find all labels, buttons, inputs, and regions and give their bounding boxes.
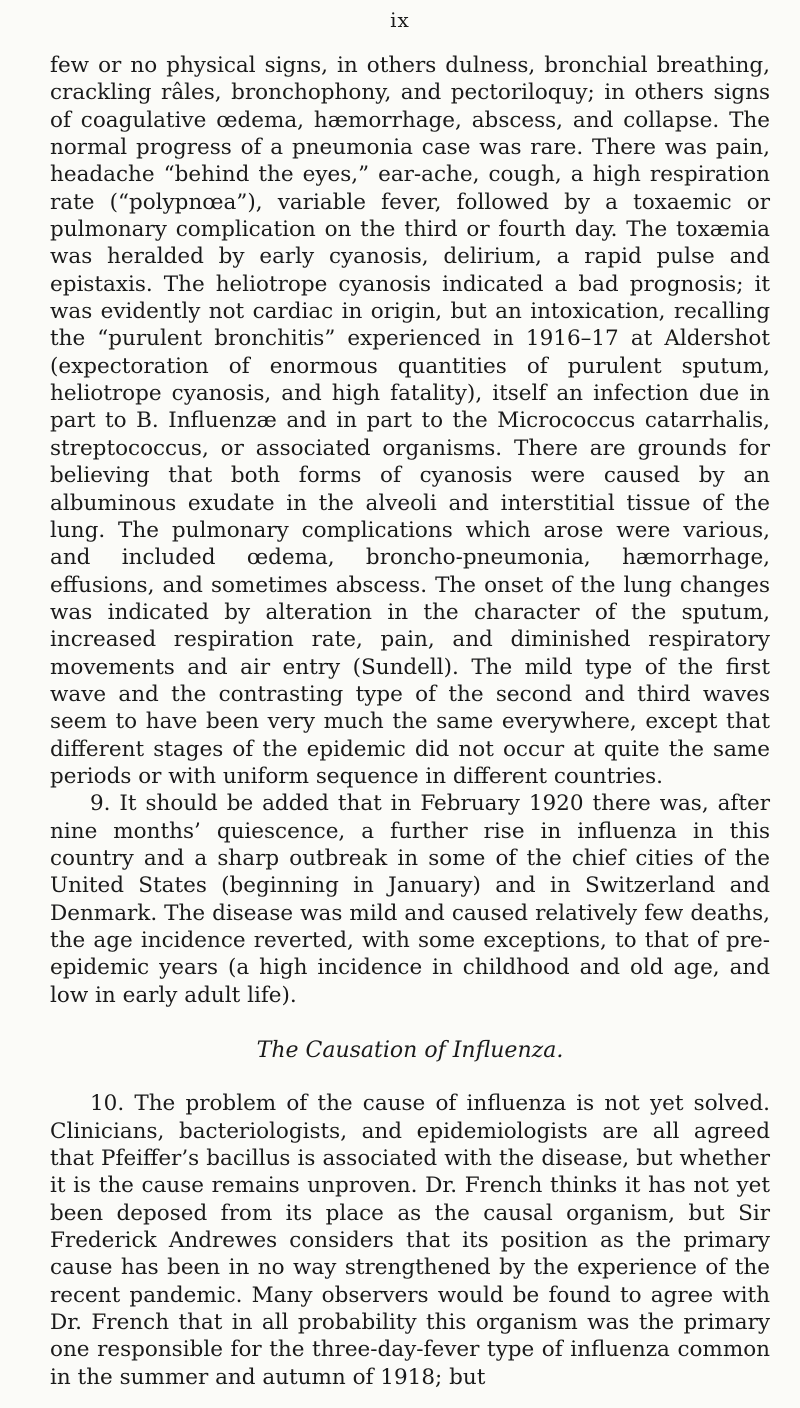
paragraph-9-february-1920: 9. It should be added that in February 1920 there was, after nine months’ quiescence, a further rise in influenza in this country and a sharp outbreak in some of the chief cities of the United States (beginning in January) and in Switzerland and Denmark. The disease was mild and caused relatively few deaths, the age incidence reverted, with some exceptions, to that of pre-epidemic years (a high incidence in childhood and old age, and low in early adult life). <box>50 791 770 1008</box>
body-text <box>50 52 770 1391</box>
paragraph-continued-clinical-signs: few or no physical signs, in others dulness, bronchial breathing, crackling râles, bronchophony, and pectoriloquy; in others signs of coagulative œdema, hæmorrhage, abscess, and collapse. The normal progress of a pneumonia case was rare. There was pain, headache “behind the eyes,” ear-ache, cough, a high respiration rate (“polypnœa”), variable fever, followed by a toxaemic or pulmonary complication on the third or fourth day. The toxæmia was heralded by early cyanosis, delirium, a rapid pulse and epistaxis. The heliotrope cyanosis indicated a bad prognosis; it was evidently not cardiac in origin, but an intoxication, recalling the “purulent bronchitis” experienced in 1916–17 at Aldershot (expectoration of enormous quantities of purulent sputum, heliotrope cyanosis, and high fatality), itself an infection due in part to B. Influenzæ and in part to the Micrococcus catarrhalis, streptococcus, or associated organisms. There are grounds for believing that both forms of cyanosis were caused by an albuminous exudate in the alveoli and interstitial tissue of the lung. The pulmonary complications which arose were various, and included œdema, broncho-pneumonia, hæmorrhage, effusions, and sometimes abscess. The onset of the lung changes was indicated by alteration in the character of the sputum, increased respiration rate, pain, and diminished respiratory movements and air entry (Sundell). The mild type of the first wave and the contrasting type of the second and third waves seem to have been very much the same everywhere, except that different stages of the epidemic did not occur at quite the same periods or with uniform sequence in different countries. <box>50 53 770 789</box>
section-heading-causation: The Causation of Influenza. <box>256 1038 564 1064</box>
page-number: ix <box>390 8 410 32</box>
paragraph-10-cause-of-influenza: 10. The problem of the cause of influenza is not yet solved. Clinicians, bacteriologists, and epidemiologists are all agreed that Pfeiffer’s bacillus is associated with the disease, but whether it is the cause remains unproven. Dr. French thinks it has not yet been deposed from its place as the causal organism, but Sir Frederick Andrewes considers that its position as the primary cause has been in no way strengthened by the experience of the recent pandemic. Many observers would be found to agree with Dr. French that in all probability this organism was the primary one responsible for the three-day-fever type of influenza common in the summer and autumn of 1918; but <box>50 1091 770 1390</box>
